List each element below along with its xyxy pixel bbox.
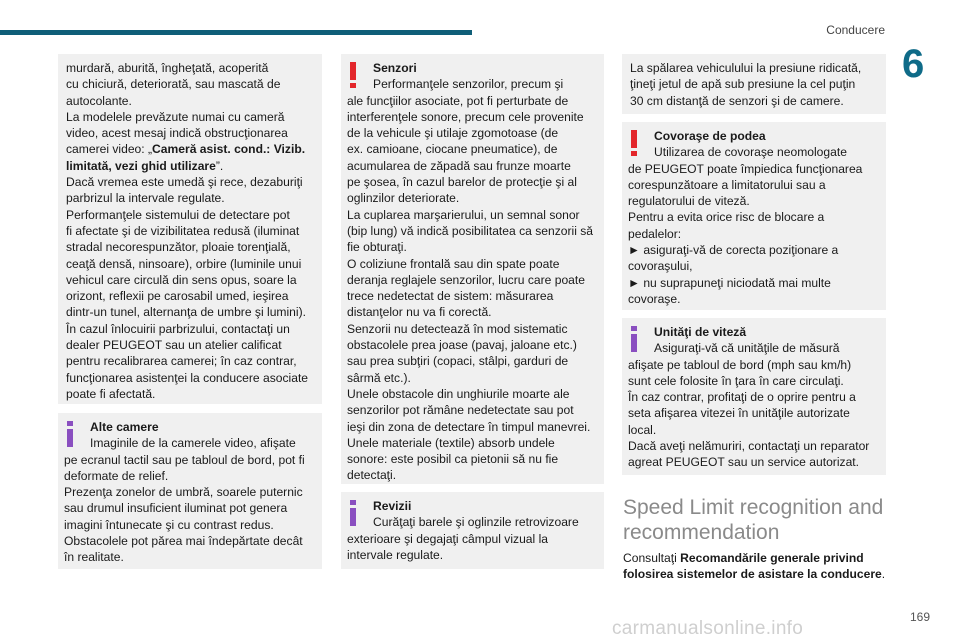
text-line: Senzorii nu detectează în mod sistematic bbox=[347, 321, 568, 336]
sensors-box bbox=[341, 54, 604, 484]
info-icon bbox=[628, 324, 654, 357]
text-line: Curăţaţi barele şi oglinzile retrovizoare bbox=[373, 515, 579, 530]
text-fragment: ”. bbox=[215, 158, 224, 173]
text-line: covoraşului, bbox=[628, 259, 693, 274]
box-title: Revizii bbox=[373, 499, 412, 513]
text-line: ţineţi jetul de apă sub presiune la cel puţin bbox=[630, 77, 856, 92]
speed-units-box bbox=[622, 318, 886, 475]
text-line: regulatorului de viteză. bbox=[628, 194, 750, 209]
text-line: oglinzilor deteriorate. bbox=[347, 191, 460, 206]
text-line: ieşi din zona de detectare în timpul manevrei. bbox=[347, 419, 591, 434]
text-line: Performanţele senzorilor, precum şi bbox=[373, 77, 564, 92]
text-line: ► nu suprapuneţi niciodată mai multe bbox=[628, 275, 831, 290]
text-line: orizont, reflexii pe carosabil umed, ieşirea bbox=[66, 289, 289, 304]
text-line: ceaţă densă, ninsoare), orbire (luminile unui bbox=[66, 256, 302, 271]
text-line: stradal necorespunzător, ploaie torenţială, bbox=[66, 240, 291, 255]
text-line: Obstacolele pot părea mai îndepărtate decât bbox=[64, 534, 303, 549]
text-line: dealer PEUGEOT sau un atelier calificat bbox=[66, 338, 282, 353]
text-line: vehicul care circulă din sens opus, soare la bbox=[66, 272, 297, 287]
exclamation-icon bbox=[628, 128, 654, 161]
text-line: În caz contrar, profitaţi de o oprire pentru a bbox=[628, 390, 856, 405]
text-line: Unele obstacole din unghiurile moarte ale bbox=[347, 386, 570, 401]
text-line: funcţionarea asistenţei la conducere asociate bbox=[66, 370, 309, 385]
text-line: sunt cele folosite în ţara în care circulaţi. bbox=[628, 373, 844, 388]
camera-message-bold: limitată, vezi ghid utilizare bbox=[66, 158, 216, 173]
text-line: video, acest mesaj indică obstrucţionarea bbox=[66, 126, 288, 141]
camera-message-bold: Cameră asist. cond.: Vizib. bbox=[152, 142, 306, 157]
info-icon bbox=[347, 498, 373, 531]
page-number: 169 bbox=[909, 610, 930, 624]
info-icon bbox=[64, 419, 90, 452]
box-head bbox=[347, 498, 594, 531]
box-title: Alte camere bbox=[90, 420, 159, 434]
text-line: sonore: este posibil ca pietonii să nu fie bbox=[347, 452, 559, 467]
text-line: fi afectate şi de vizibilitatea redusă (iluminat bbox=[66, 223, 300, 238]
box-head-text bbox=[373, 60, 594, 93]
box-head bbox=[64, 419, 312, 452]
text-line: 30 cm distanţă de senzori şi de camere. bbox=[630, 93, 844, 108]
text-line: La spălarea vehiculului la presiune ridicată, bbox=[630, 61, 862, 75]
text-line: de PEUGEOT poate împiedica funcţionarea bbox=[628, 161, 863, 176]
header-accent-bar bbox=[0, 30, 472, 35]
box-title: Senzori bbox=[373, 61, 417, 75]
text-line: ► asiguraţi-vă de corecta poziţionare a bbox=[628, 243, 839, 258]
text-line: Imaginile de la camerele video, afişate bbox=[90, 436, 296, 451]
text-line: de la vehicule şi utilaje zgomotoase (de bbox=[347, 126, 559, 141]
text-line: Pentru a evita orice risc de blocare a bbox=[628, 210, 825, 225]
watermark: carmanualsonline.info bbox=[612, 618, 804, 639]
text-line: Dacă vremea este umedă şi rece, dezaburiţi bbox=[66, 175, 303, 190]
chapter-number: 6 bbox=[902, 42, 925, 86]
text-line: corespunzătoare a limitatorului sau a bbox=[628, 177, 826, 192]
box-head-text bbox=[90, 419, 312, 452]
text-line: seta afişarea vitezei în unităţile autorizate bbox=[628, 406, 850, 421]
text-line: fie obturaţi. bbox=[347, 240, 407, 255]
text-line: O coliziune frontală sau din spate poate bbox=[347, 256, 560, 271]
text-line: ex. camioane, ciocane pneumatice), de bbox=[347, 142, 558, 157]
text-line: Dacă aveţi nelămuriri, contactaţi un reparator bbox=[628, 439, 870, 454]
text-line: Utilizarea de covoraşe neomologate bbox=[654, 145, 847, 160]
text-line: afişate pe tabloul de bord (mph sau km/h) bbox=[628, 357, 852, 372]
text-line: ale funcţiilor asociate, pot fi perturbate de bbox=[347, 93, 569, 108]
text-fragment: . bbox=[881, 567, 886, 582]
section-heading: Speed Limit recognition and recommendation bbox=[623, 496, 884, 544]
text-line: poate fi afectată. bbox=[66, 386, 156, 401]
text-line: interferenţele sonore, precum cele provenite bbox=[347, 109, 584, 124]
floor-mats-box bbox=[622, 122, 886, 310]
box-head bbox=[347, 60, 594, 93]
pressure-washing-box bbox=[622, 54, 886, 114]
text-line: dintr-un tunel, alternanţa de umbre şi lumini). bbox=[66, 305, 306, 320]
box-head bbox=[628, 128, 876, 161]
text-line: La modelele prevăzute numai cu cameră bbox=[66, 109, 285, 124]
text-line: senzorilor pot rămâne nedetectate sau pot bbox=[347, 403, 574, 418]
text-line: în realitate. bbox=[64, 550, 124, 565]
exclamation-icon bbox=[347, 60, 373, 93]
other-cameras-box bbox=[58, 413, 322, 569]
box-head bbox=[628, 324, 876, 357]
text-line: distanţelor nu va fi corectă. bbox=[347, 305, 492, 320]
text-line: sârmă etc.). bbox=[347, 370, 411, 385]
text-line: obstacolele prea joase (pavaj, jaloane etc.) bbox=[347, 338, 577, 353]
text-line: pe şosea, în cazul barelor de protecţie şi al bbox=[347, 175, 577, 190]
text-line: cu chiciură, deteriorată, sau mascată de bbox=[66, 77, 281, 92]
text-line: În cazul înlocuirii parbrizului, contactaţi un bbox=[66, 321, 290, 336]
text-line: pentru recalibrarea camerei; în caz contrar, bbox=[66, 354, 297, 369]
text-line: detectaţi. bbox=[347, 468, 397, 483]
text-line: (bip lung) vă indică posibilitatea ca senzorii să bbox=[347, 223, 594, 238]
text-line bbox=[66, 141, 312, 157]
consult-paragraph bbox=[623, 550, 903, 583]
text-line: parbrizul la intervale regulate. bbox=[66, 191, 225, 206]
text-line: deranja reglajele senzorilor, lucru care poate bbox=[347, 272, 585, 287]
maintenance-box bbox=[341, 492, 604, 569]
box-head-text bbox=[654, 128, 876, 161]
text-line: covoraşe. bbox=[628, 291, 681, 306]
text-line: Performanţele sistemului de detectare pot bbox=[66, 207, 290, 222]
text-line: La cuplarea marşarierului, un semnal sonor bbox=[347, 207, 580, 222]
camera-visibility-box bbox=[58, 54, 322, 404]
text-line: trece nedetectat de sistem: măsurarea bbox=[347, 289, 554, 304]
text-line: Unele materiale (textile) absorb undele bbox=[347, 435, 555, 450]
text-line: Prezenţa zonelor de umbră, soarele puternic bbox=[64, 485, 303, 500]
text-line: imagini întunecate şi cu contrast redus. bbox=[64, 517, 274, 532]
text-line: exterioare şi degajaţi câmpul vizual la bbox=[347, 531, 548, 546]
text-line: murdară, aburită, îngheţată, acoperită bbox=[66, 61, 269, 75]
box-title: Unităţi de viteză bbox=[654, 325, 747, 339]
text-line: local. bbox=[628, 422, 657, 437]
text-line: sau prea subţiri (copaci, stâlpi, garduri de bbox=[347, 354, 569, 369]
text-line: sau drumul insuficient iluminat pot genera bbox=[64, 501, 288, 516]
text-line: autocolante. bbox=[66, 93, 132, 108]
box-head-text bbox=[654, 324, 876, 357]
text-line: acumularea de zăpadă sau frunze moarte bbox=[347, 158, 571, 173]
text-line: Asiguraţi-vă că unităţile de măsură bbox=[654, 341, 840, 356]
box-title: Covoraşe de podea bbox=[654, 129, 766, 143]
text-fragment: camerei video: „ bbox=[66, 142, 153, 157]
text-line bbox=[66, 158, 312, 174]
box-head-text bbox=[373, 498, 594, 531]
text-line: agreat PEUGEOT sau un service autorizat. bbox=[628, 455, 860, 470]
section-title: Conducere bbox=[826, 23, 885, 37]
text-line: intervale regulate. bbox=[347, 547, 444, 562]
text-line: deformate de relief. bbox=[64, 468, 169, 483]
text-line: pe ecranul tactil sau pe tabloul de bord, pot fi bbox=[64, 452, 305, 467]
text-fragment: Consultaţi bbox=[623, 551, 681, 565]
text-line: pedalelor: bbox=[628, 226, 682, 241]
cross-reference-link: Recomandările generale privind folosirea sistemelor de asistare la conducere bbox=[623, 551, 882, 582]
